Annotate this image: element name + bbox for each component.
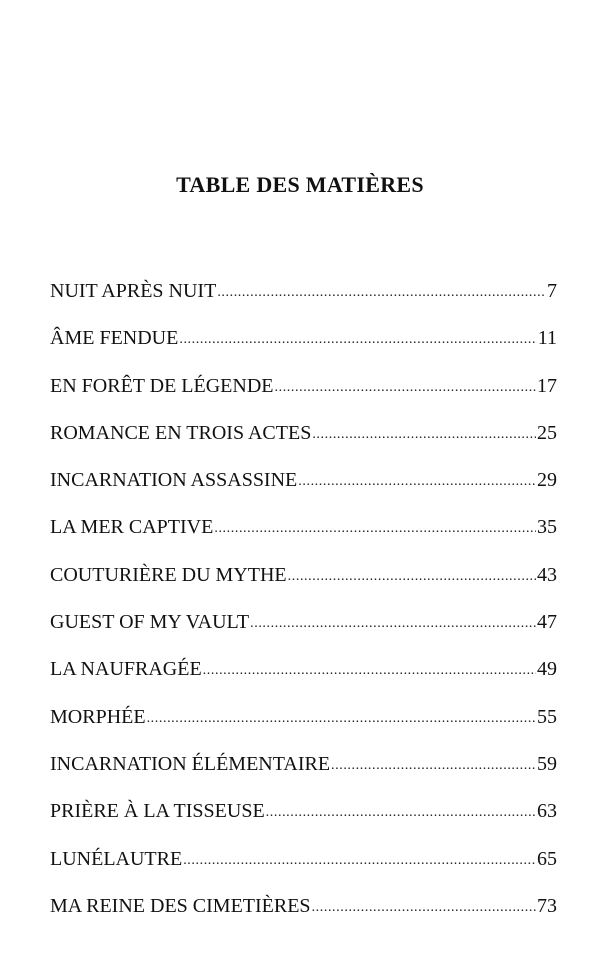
toc-entry-title: MA REINE DES CIMETIÈRES	[50, 894, 311, 917]
toc-entry-title: INCARNATION ASSASSINE	[50, 469, 298, 492]
toc-entry[interactable]	[50, 280, 557, 327]
toc-entry-title: LA NAUFRAGÉE	[50, 658, 202, 681]
table-of-contents	[50, 280, 557, 942]
toc-entry-title: ROMANCE EN TROIS ACTES	[50, 421, 312, 444]
toc-entry[interactable]	[50, 895, 557, 942]
toc-page-number: 7	[547, 280, 557, 302]
toc-entry[interactable]	[50, 327, 557, 374]
toc-leader-dots	[331, 758, 536, 774]
toc-entry-title: NUIT APRÈS NUIT	[50, 280, 217, 302]
toc-page-number: 17	[537, 374, 557, 397]
toc-page-number: 43	[537, 563, 557, 586]
toc-page-number: 11	[537, 327, 557, 350]
toc-entry-title: GUEST OF MY VAULT	[50, 611, 250, 634]
toc-page-number: 49	[537, 658, 557, 681]
toc-page-number: 29	[537, 469, 557, 492]
toc-leader-dots	[179, 332, 536, 348]
toc-leader-dots	[214, 521, 536, 537]
toc-entry[interactable]	[50, 469, 557, 516]
toc-leader-dots	[250, 616, 536, 632]
toc-entry[interactable]	[50, 422, 557, 469]
page-title: TABLE DES MATIÈRES	[176, 172, 424, 197]
toc-page-number: 35	[537, 516, 557, 539]
toc-entry[interactable]	[50, 753, 557, 800]
toc-entry-title: ÂME FENDUE	[50, 327, 179, 350]
toc-page-number: 47	[537, 611, 557, 634]
toc-page-number: 59	[537, 752, 557, 775]
toc-entry[interactable]	[50, 848, 557, 895]
toc-leader-dots	[288, 569, 536, 585]
toc-leader-dots	[312, 427, 536, 443]
toc-leader-dots	[312, 900, 536, 916]
toc-entry[interactable]	[50, 375, 557, 422]
toc-entry-title: INCARNATION ÉLÉMENTAIRE	[50, 752, 331, 775]
toc-page-number: 65	[537, 847, 557, 870]
toc-page-number: 73	[537, 894, 557, 917]
toc-entry[interactable]	[50, 800, 557, 847]
toc-leader-dots	[217, 285, 546, 301]
toc-leader-dots	[275, 380, 537, 396]
toc-leader-dots	[203, 663, 536, 679]
toc-leader-dots	[298, 474, 536, 490]
toc-entry-title: MORPHÉE	[50, 705, 146, 728]
toc-entry[interactable]	[50, 658, 557, 705]
toc-page-number: 25	[537, 421, 557, 444]
toc-entry-title: LA MER CAPTIVE	[50, 516, 214, 539]
toc-entry-title: PRIÈRE À LA TISSEUSE	[50, 800, 265, 823]
toc-entry[interactable]	[50, 706, 557, 753]
toc-entry-title: EN FORÊT DE LÉGENDE	[50, 374, 274, 397]
toc-entry[interactable]	[50, 564, 557, 611]
toc-leader-dots	[183, 853, 536, 869]
toc-entry[interactable]	[50, 516, 557, 563]
toc-page-number: 55	[537, 705, 557, 728]
toc-entry-title: LUNÉLAUTRE	[50, 847, 183, 870]
toc-entry[interactable]	[50, 611, 557, 658]
toc-leader-dots	[266, 805, 536, 821]
toc-entry-title: COUTURIÈRE DU MYTHE	[50, 563, 287, 586]
toc-leader-dots	[147, 711, 536, 727]
toc-page-number: 63	[537, 800, 557, 823]
